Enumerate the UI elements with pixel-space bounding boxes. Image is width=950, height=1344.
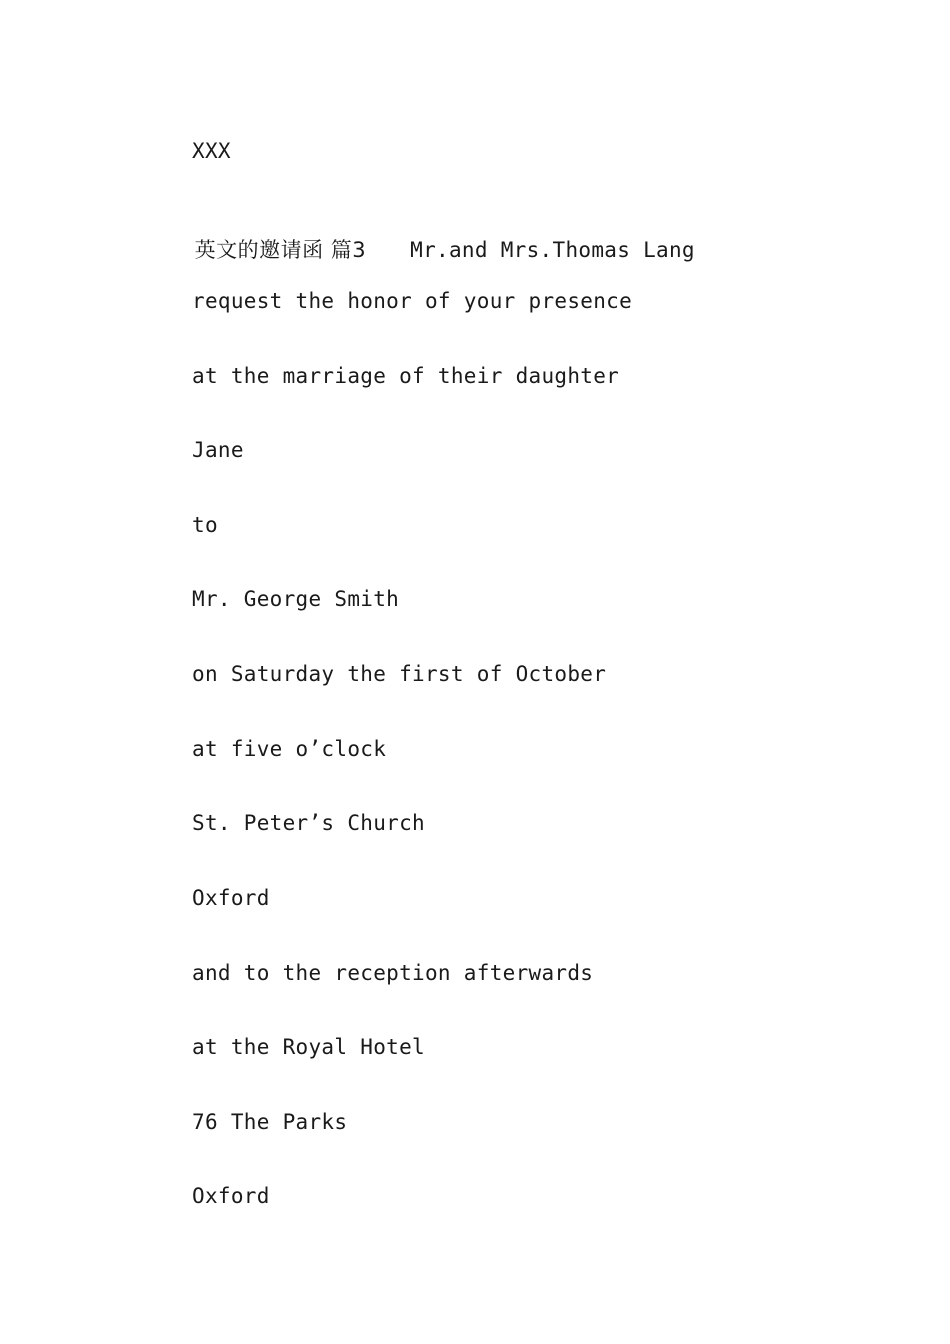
invitation-line: St. Peter’s Church: [192, 811, 425, 835]
invitation-line: Mr. George Smith: [192, 587, 400, 611]
section-heading-row: [144, 211, 695, 289]
invitation-line: at the Royal Hotel: [192, 1035, 425, 1059]
signature-line: XXX: [192, 139, 231, 163]
invitation-hosts-line: Mr.and Mrs.Thomas Lang: [410, 238, 695, 262]
invitation-line: request the honor of your presence: [192, 289, 633, 313]
invitation-line: to: [192, 513, 218, 537]
invitation-line: 76 The Parks: [192, 1110, 348, 1134]
invitation-line: Oxford: [192, 886, 270, 910]
invitation-line: and to the reception afterwards: [192, 961, 594, 985]
invitation-line: at five o’clock: [192, 737, 387, 761]
section-heading: 英文的邀请函 篇3: [194, 238, 367, 262]
invitation-line: Oxford: [192, 1184, 270, 1208]
invitation-line: at the marriage of their daughter: [192, 364, 620, 388]
invitation-line: on Saturday the first of October: [192, 662, 607, 686]
invitation-line: Jane: [192, 438, 244, 462]
